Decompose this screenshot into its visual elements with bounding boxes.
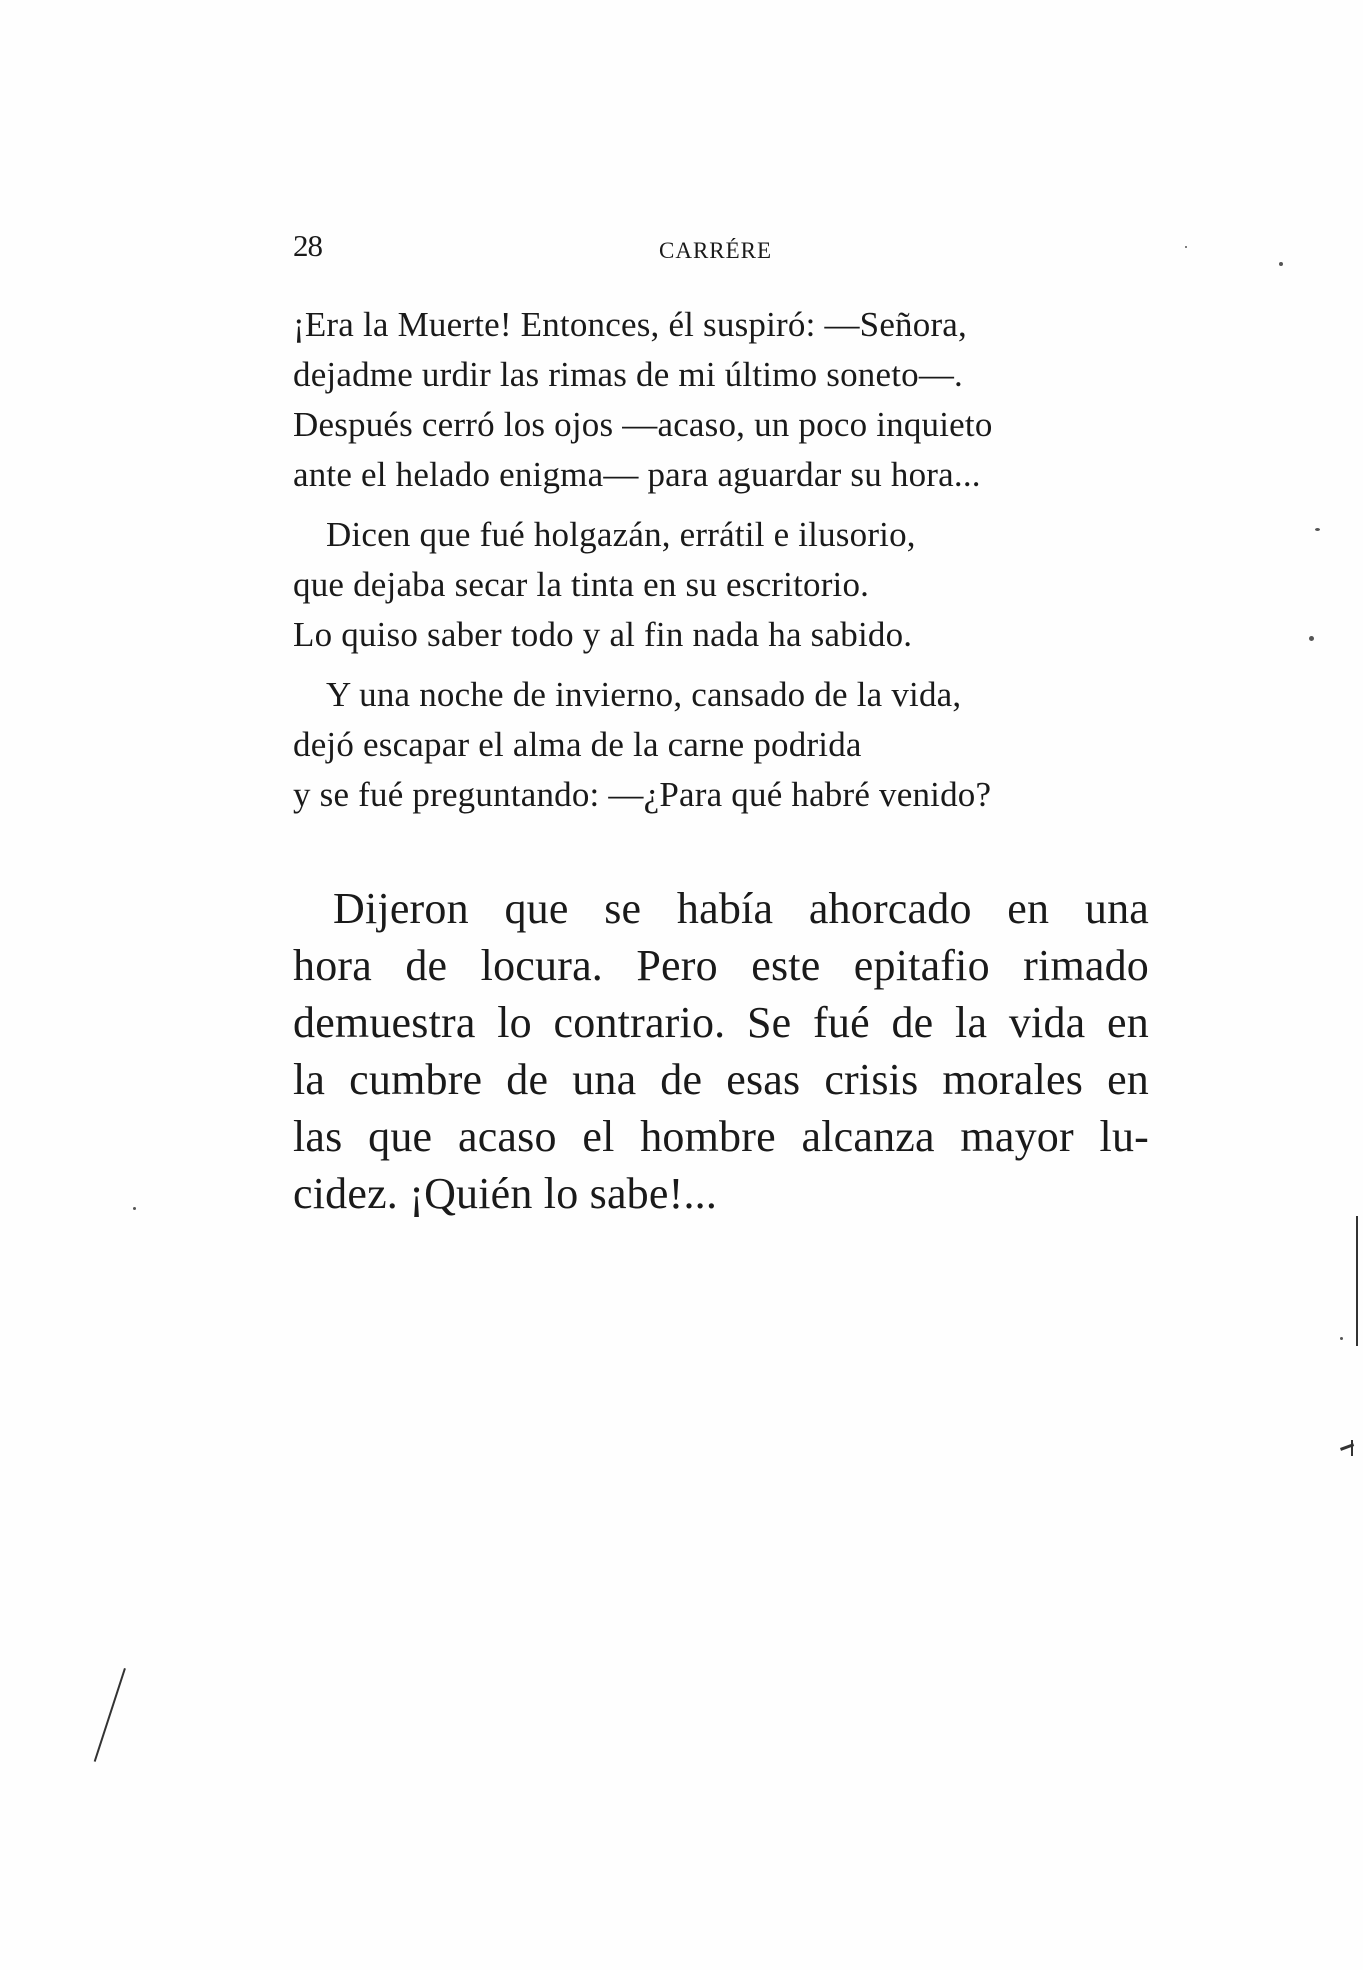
page-header: [293, 228, 1193, 268]
prose-line: cidez. ¡Quién lo sabe!...: [293, 1169, 718, 1218]
stanza-1: [293, 300, 1153, 500]
scan-speck: [1340, 1337, 1343, 1340]
scan-speck: [1309, 636, 1314, 641]
verse-line: ¡Era la Muerte! Entonces, él suspiró: —Señora,: [293, 305, 967, 344]
running-head: CARRÉRE: [659, 238, 773, 263]
verse-line: Y una noche de invierno, cansado de la vida,: [326, 675, 962, 714]
scan-edge-line: [1356, 1216, 1358, 1346]
verse-line: que dejaba secar la tinta en su escritorio.: [293, 565, 870, 604]
scan-speck: [1279, 262, 1283, 266]
verse-line: dejadme urdir las rimas de mi último soneto—.: [293, 355, 963, 394]
scan-stroke: [94, 1668, 126, 1762]
scan-speck: [1315, 528, 1320, 531]
prose-paragraph: [293, 880, 1149, 1222]
stanza-3: [293, 670, 1153, 820]
verse-line: dejó escapar el alma de la carne podrida: [293, 725, 862, 764]
page-number: 28: [293, 228, 322, 263]
poem: [293, 300, 1153, 830]
verse-line: Dicen que fué holgazán, errátil e ilusorio,: [326, 515, 916, 554]
verse-line: Lo quiso saber todo y al fin nada ha sabido.: [293, 615, 913, 654]
prose-line: las que acaso el hombre alcanza mayor lu-: [293, 1112, 1149, 1161]
scan-speck: [1185, 246, 1187, 248]
verse-line: y se fué preguntando: —¿Para qué habré venido?: [293, 775, 992, 814]
scan-speck: [133, 1207, 136, 1210]
prose-line: demuestra lo contrario. Se fué de la vida en: [293, 998, 1149, 1047]
scan-mark: [1351, 1440, 1353, 1456]
prose-line: Dijeron que se había ahorcado en una: [333, 884, 1149, 933]
prose-line: la cumbre de una de esas crisis morales en: [293, 1055, 1149, 1104]
verse-line: ante el helado enigma— para aguardar su hora...: [293, 455, 981, 494]
stanza-2: [293, 510, 1153, 660]
verse-line: Después cerró los ojos —acaso, un poco inquieto: [293, 405, 993, 444]
prose-line: hora de locura. Pero este epitafio rimado: [293, 941, 1149, 990]
